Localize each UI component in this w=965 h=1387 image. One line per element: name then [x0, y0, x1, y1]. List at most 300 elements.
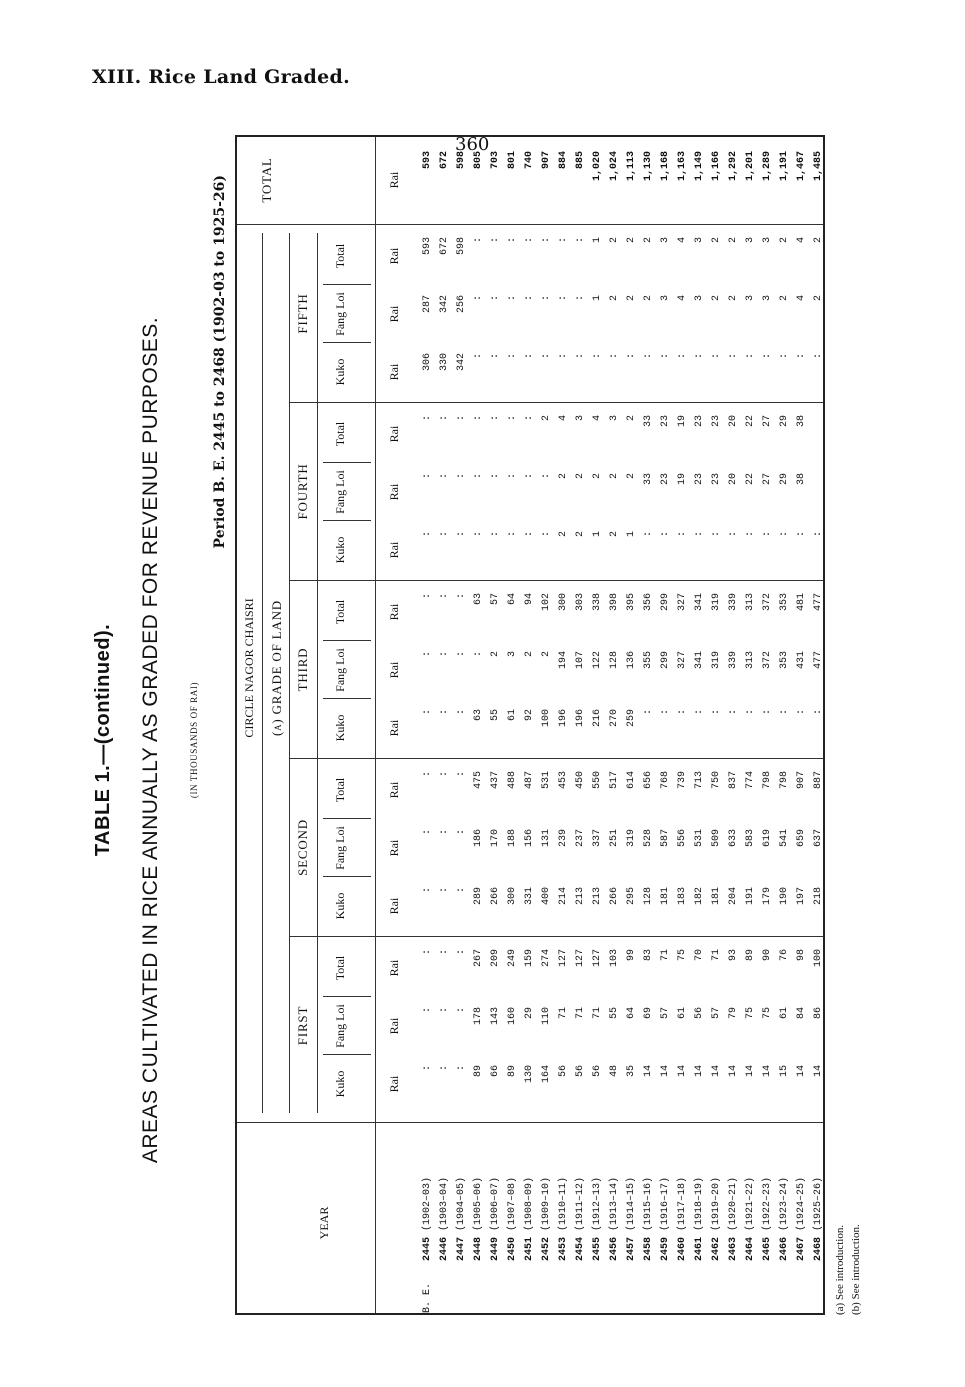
- cell: 190: [779, 887, 790, 906]
- cell: :: [422, 593, 433, 600]
- year-be: 2464: [745, 1237, 756, 1262]
- cell: 89: [507, 1065, 518, 1078]
- cell: 79: [728, 1007, 739, 1020]
- cell: 19: [677, 473, 688, 486]
- cell: :: [422, 829, 433, 836]
- cell: 15: [779, 1065, 790, 1078]
- cell: 86: [813, 1007, 824, 1020]
- column-fifth-fang: [419, 295, 827, 343]
- cell: :: [575, 237, 586, 244]
- cell: 33: [643, 473, 654, 486]
- cell: :: [422, 415, 433, 422]
- year-ce: (1923–24): [779, 1176, 790, 1231]
- cell: :: [439, 949, 450, 956]
- cell: 156: [524, 829, 535, 848]
- cell: 14: [694, 1065, 705, 1078]
- cell: 266: [490, 887, 501, 906]
- year-ce: (1903–04): [439, 1176, 450, 1231]
- table-row: [640, 1113, 657, 1313]
- cell: 672: [439, 237, 450, 256]
- cell: 76: [779, 949, 790, 962]
- cell: 339: [728, 651, 739, 670]
- cell: 1,163: [677, 151, 688, 182]
- column-grand-total: [419, 151, 827, 221]
- year-be: 2463: [728, 1237, 739, 1262]
- cell: 1,168: [660, 151, 671, 182]
- cell: 56: [592, 1065, 603, 1078]
- header-third-kuko: Kuko: [333, 714, 347, 742]
- cell: :: [728, 353, 739, 360]
- header-circle: CIRCLE NAGOR CHAISRI: [242, 598, 256, 738]
- cell: :: [490, 237, 501, 244]
- cell: 633: [728, 829, 739, 848]
- cell: :: [456, 473, 467, 480]
- cell: :: [456, 1007, 467, 1014]
- cell: 270: [609, 709, 620, 728]
- year-be: 2461: [694, 1237, 705, 1262]
- cell: 196: [575, 709, 586, 728]
- cell: :: [439, 709, 450, 716]
- footnotes: [832, 315, 864, 1315]
- cell: 83: [643, 949, 654, 962]
- unit-fifth-total: Rai: [387, 247, 401, 265]
- cell: 237: [575, 829, 586, 848]
- cell: :: [422, 709, 433, 716]
- cell: 131: [541, 829, 552, 848]
- table-row: [759, 1113, 776, 1313]
- cell: :: [473, 295, 484, 302]
- header-grade: (a) GRADE OF LAND: [269, 600, 284, 737]
- cell: :: [473, 473, 484, 480]
- cell: 61: [779, 1007, 790, 1020]
- cell: 487: [524, 771, 535, 790]
- cell: 99: [626, 949, 637, 962]
- cell: 327: [677, 651, 688, 670]
- cell: 128: [609, 651, 620, 670]
- cell: 27: [762, 415, 773, 428]
- cell: 57: [711, 1007, 722, 1020]
- cell: 1,149: [694, 151, 705, 182]
- cell: 300: [507, 887, 518, 906]
- cell: 319: [711, 593, 722, 612]
- cell: :: [541, 237, 552, 244]
- cell: :: [541, 473, 552, 480]
- cell: 92: [524, 709, 535, 722]
- table-row: [521, 1113, 538, 1313]
- cell: 196: [558, 709, 569, 728]
- cell: 55: [490, 709, 501, 722]
- year-ce: (1905–06): [473, 1176, 484, 1231]
- cell: 14: [660, 1065, 671, 1078]
- year-be: 2452: [541, 1237, 552, 1262]
- page-header-title: XIII. Rice Land Graded.: [92, 66, 351, 88]
- cell: :: [813, 531, 824, 538]
- cell: 341: [694, 593, 705, 612]
- cell: 75: [677, 949, 688, 962]
- cell: 2: [626, 295, 637, 302]
- cell: 56: [694, 1007, 705, 1020]
- cell: 127: [575, 949, 586, 968]
- cell: 1,020: [592, 151, 603, 182]
- cell: :: [541, 353, 552, 360]
- cell: 14: [643, 1065, 654, 1078]
- cell: :: [456, 651, 467, 658]
- cell: :: [439, 1007, 450, 1014]
- column-fifth-total: [419, 237, 827, 285]
- cell: :: [779, 709, 790, 716]
- cell: 2: [609, 473, 620, 480]
- cell: 55: [609, 1007, 620, 1020]
- header-second-fang: Fang Loi: [333, 826, 347, 870]
- cell: 209: [490, 949, 501, 968]
- year-be: 2453: [558, 1237, 569, 1262]
- cell: :: [507, 295, 518, 302]
- year-ce: (1916–17): [660, 1176, 671, 1231]
- unit-fourth-total: Rai: [387, 425, 401, 443]
- cell: :: [439, 771, 450, 778]
- cell: 614: [626, 771, 637, 790]
- cell: 3: [745, 295, 756, 302]
- unit-third-fang: Rai: [387, 661, 401, 679]
- cell: 509: [711, 829, 722, 848]
- cell: :: [507, 237, 518, 244]
- cell: :: [422, 651, 433, 658]
- year-ce: (1909–10): [541, 1176, 552, 1231]
- cell: :: [524, 353, 535, 360]
- cell: 100: [813, 949, 824, 968]
- cell: 110: [541, 1007, 552, 1026]
- cell: :: [677, 709, 688, 716]
- cell: :: [422, 771, 433, 778]
- cell: :: [456, 949, 467, 956]
- cell: 4: [592, 415, 603, 422]
- unit-fifth-fang: Rai: [387, 305, 401, 323]
- cell: :: [439, 887, 450, 894]
- cell: 713: [694, 771, 705, 790]
- cell: 20: [728, 473, 739, 486]
- cell: 57: [490, 593, 501, 606]
- cell: :: [575, 353, 586, 360]
- cell: :: [711, 709, 722, 716]
- cell: :: [507, 415, 518, 422]
- table-row: [793, 1113, 810, 1313]
- footnote-a: (a) See introduction.: [834, 1224, 846, 1315]
- unit-grand-total: Rai: [387, 171, 401, 189]
- cell: 2: [541, 415, 552, 422]
- cell: 750: [711, 771, 722, 790]
- year-be: 2466: [779, 1237, 790, 1262]
- cell: 2: [609, 531, 620, 538]
- table-row: [691, 1113, 708, 1313]
- cell: :: [711, 353, 722, 360]
- cell: 287: [422, 295, 433, 314]
- cell: :: [643, 353, 654, 360]
- table-row: [776, 1113, 793, 1313]
- cell: 1,289: [762, 151, 773, 182]
- cell: 128: [643, 887, 654, 906]
- cell: 2: [558, 473, 569, 480]
- year-ce: (1904–05): [456, 1176, 467, 1231]
- cell: 300: [558, 593, 569, 612]
- cell: :: [524, 237, 535, 244]
- year-be: 2451: [524, 1237, 535, 1262]
- cell: 598: [456, 237, 467, 256]
- cell: 178: [473, 1007, 484, 1026]
- cell: 593: [422, 237, 433, 256]
- cell: :: [456, 593, 467, 600]
- unit-first-kuko: Rai: [387, 1075, 401, 1093]
- cell: 339: [728, 593, 739, 612]
- cell: 14: [677, 1065, 688, 1078]
- cell: 431: [796, 651, 807, 670]
- table-row: [453, 1113, 470, 1313]
- table-row: [589, 1113, 606, 1313]
- cell: 313: [745, 593, 756, 612]
- cell: :: [558, 295, 569, 302]
- cell: 295: [626, 887, 637, 906]
- cell: 355: [643, 651, 654, 670]
- cell: 127: [558, 949, 569, 968]
- cell: 528: [643, 829, 654, 848]
- cell: 29: [524, 1007, 535, 1020]
- column-second-fang: [419, 829, 827, 877]
- year-be: 2468: [813, 1237, 824, 1262]
- table-period: Period B. E. 2445 to 2468 (1902-03 to 1925-26): [212, 175, 228, 549]
- year-column: [419, 1113, 827, 1313]
- cell: :: [609, 353, 620, 360]
- cell: 1: [592, 531, 603, 538]
- cell: 2: [711, 295, 722, 302]
- cell: 372: [762, 593, 773, 612]
- cell: 2: [813, 237, 824, 244]
- cell: 805: [473, 151, 484, 170]
- cell: :: [728, 709, 739, 716]
- cell: :: [422, 887, 433, 894]
- cell: 84: [796, 1007, 807, 1020]
- header-fifth-total: Total: [333, 243, 347, 269]
- cell: 19: [677, 415, 688, 428]
- cell: 14: [745, 1065, 756, 1078]
- cell: :: [507, 473, 518, 480]
- column-first-total: [419, 949, 827, 997]
- cell: 186: [473, 829, 484, 848]
- cell: :: [660, 353, 671, 360]
- cell: 71: [558, 1007, 569, 1020]
- cell: 216: [592, 709, 603, 728]
- cell: 327: [677, 593, 688, 612]
- cell: :: [439, 415, 450, 422]
- header-first-fang: Fang Loi: [333, 1004, 347, 1048]
- cell: 251: [609, 829, 620, 848]
- header-first: FIRST: [295, 1005, 310, 1046]
- unit-fifth-kuko: Rai: [387, 363, 401, 381]
- table-row: [623, 1113, 640, 1313]
- cell: 1,130: [643, 151, 654, 182]
- cell: :: [422, 1065, 433, 1072]
- cell: :: [762, 353, 773, 360]
- column-fourth-kuko: [419, 531, 827, 579]
- cell: :: [762, 531, 773, 538]
- table-row: [657, 1113, 674, 1313]
- cell: 907: [796, 771, 807, 790]
- cell: 64: [507, 593, 518, 606]
- cell: :: [694, 709, 705, 716]
- cell: 337: [592, 829, 603, 848]
- cell: 29: [779, 473, 790, 486]
- cell: 3: [694, 237, 705, 244]
- cell: 1: [626, 531, 637, 538]
- cell: 38: [796, 415, 807, 428]
- table-row: [504, 1113, 521, 1313]
- cell: 659: [796, 829, 807, 848]
- cell: :: [745, 531, 756, 538]
- cell: 249: [507, 949, 518, 968]
- cell: 29: [779, 415, 790, 428]
- cell: 71: [592, 1007, 603, 1020]
- unit-second-fang: Rai: [387, 839, 401, 857]
- cell: 90: [762, 949, 773, 962]
- year-be: 2467: [796, 1237, 807, 1262]
- cell: 1: [592, 237, 603, 244]
- cell: 887: [813, 771, 824, 790]
- rice-land-table: [235, 135, 825, 1315]
- header-fourth-fang: Fang Loi: [333, 470, 347, 514]
- cell: :: [456, 887, 467, 894]
- cell: :: [473, 353, 484, 360]
- cell: 353: [779, 593, 790, 612]
- table-row: [708, 1113, 725, 1313]
- cell: 23: [711, 415, 722, 428]
- table-units: (IN THOUSANDS OF RAI): [189, 681, 199, 799]
- header-second-total: Total: [333, 777, 347, 803]
- year-ce: (1918–19): [694, 1176, 705, 1231]
- cell: :: [422, 949, 433, 956]
- unit-third-total: Rai: [387, 603, 401, 621]
- table-row: [470, 1113, 487, 1313]
- cell: :: [575, 295, 586, 302]
- cell: :: [626, 353, 637, 360]
- cell: :: [694, 531, 705, 538]
- cell: 517: [609, 771, 620, 790]
- cell: :: [490, 353, 501, 360]
- year-ce: (1914–15): [626, 1176, 637, 1231]
- cell: :: [558, 353, 569, 360]
- cell: 798: [762, 771, 773, 790]
- year-ce: (1913–14): [609, 1176, 620, 1231]
- rotated-table-page: [90, 135, 870, 1345]
- cell: 64: [626, 1007, 637, 1020]
- cell: 143: [490, 1007, 501, 1026]
- cell: 801: [507, 151, 518, 170]
- year-ce: (1908–09): [524, 1176, 535, 1231]
- cell: 14: [762, 1065, 773, 1078]
- column-first-kuko: [419, 1065, 827, 1113]
- cell: 477: [813, 593, 824, 612]
- cell: 14: [813, 1065, 824, 1078]
- cell: 331: [524, 887, 535, 906]
- cell: 2: [575, 531, 586, 538]
- cell: 213: [592, 887, 603, 906]
- column-fourth-fang: [419, 473, 827, 521]
- cell: 27: [762, 473, 773, 486]
- cell: 1,191: [779, 151, 790, 182]
- cell: :: [422, 531, 433, 538]
- cell: :: [813, 353, 824, 360]
- cell: 2: [609, 295, 620, 302]
- cell: 3: [762, 237, 773, 244]
- header-second: SECOND: [295, 819, 310, 876]
- cell: 3: [660, 237, 671, 244]
- cell: :: [660, 709, 671, 716]
- cell: :: [456, 771, 467, 778]
- cell: 437: [490, 771, 501, 790]
- cell: 130: [524, 1065, 535, 1084]
- cell: 556: [677, 829, 688, 848]
- table-row: [436, 1113, 453, 1313]
- cell: 35: [626, 1065, 637, 1078]
- cell: :: [524, 415, 535, 422]
- cell: 4: [677, 237, 688, 244]
- cell: 398: [609, 593, 620, 612]
- cell: 3: [660, 295, 671, 302]
- table-row: [538, 1113, 555, 1313]
- cell: 56: [558, 1065, 569, 1078]
- cell: :: [711, 531, 722, 538]
- cell: 23: [694, 473, 705, 486]
- year-be: 2448: [473, 1237, 484, 1262]
- cell: :: [456, 829, 467, 836]
- cell: 587: [660, 829, 671, 848]
- column-fourth-total: [419, 415, 827, 463]
- cell: 1: [592, 295, 603, 302]
- cell: 703: [490, 151, 501, 170]
- cell: :: [490, 415, 501, 422]
- cell: :: [507, 531, 518, 538]
- cell: 103: [609, 949, 620, 968]
- cell: :: [779, 353, 790, 360]
- cell: 14: [796, 1065, 807, 1078]
- cell: 619: [762, 829, 773, 848]
- cell: 170: [490, 829, 501, 848]
- cell: 299: [660, 651, 671, 670]
- cell: :: [796, 531, 807, 538]
- cell: 102: [541, 593, 552, 612]
- cell: 453: [558, 771, 569, 790]
- cell: 2: [592, 473, 603, 480]
- year-be: 2465: [762, 1237, 773, 1262]
- cell: 274: [541, 949, 552, 968]
- cell: 3: [507, 651, 518, 658]
- table-title: TABLE 1.—(continued).: [92, 623, 114, 857]
- cell: :: [490, 531, 501, 538]
- cell: 299: [660, 593, 671, 612]
- cell: 70: [694, 949, 705, 962]
- cell: 2: [643, 295, 654, 302]
- year-ce: (1915–16): [643, 1176, 654, 1231]
- table-row: [572, 1113, 589, 1313]
- cell: 94: [524, 593, 535, 606]
- table-row: [555, 1113, 572, 1313]
- header-first-kuko: Kuko: [333, 1070, 347, 1098]
- header-year: YEAR: [317, 1206, 331, 1240]
- cell: :: [490, 295, 501, 302]
- cell: :: [507, 353, 518, 360]
- cell: 197: [796, 887, 807, 906]
- table-subtitle: AREAS CULTIVATED IN RICE ANNUALLY AS GRADED FOR REVENUE PURPOSES.: [139, 316, 162, 1164]
- header-first-total: Total: [333, 955, 347, 981]
- cell: :: [694, 353, 705, 360]
- year-ce: (1924–25): [796, 1176, 807, 1231]
